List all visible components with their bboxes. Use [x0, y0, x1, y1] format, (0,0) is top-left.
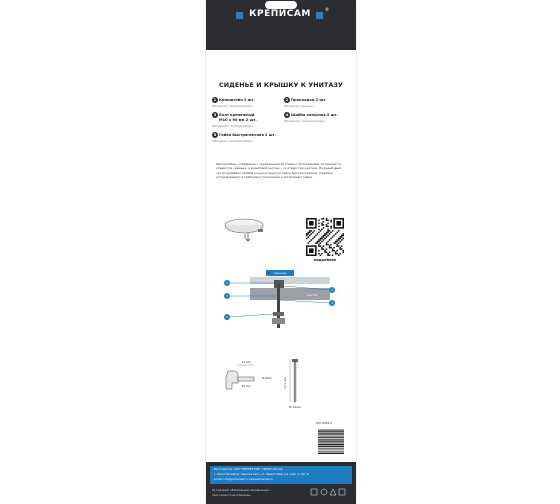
part-item-2: [284, 97, 354, 109]
part-name: Кронштейн 2 шт.: [219, 98, 256, 102]
part-number: 5: [213, 132, 217, 137]
part-item-5: [212, 132, 282, 144]
brand-logo: КРЕПИСАМ: [249, 9, 311, 19]
svg-text:5: 5: [226, 315, 228, 320]
description-text: Кронштейны, собранные с крепежными болтами и прокладками, вставляют в отверстия сиденья, а резьбовой частью — в отверстия унитаза. На резьбовые части надевают шайбы (конусом вниз) и гайки быстросъемные. Сиденье устанавливают в требуемое положение и затягивают гайки.: [216, 162, 341, 179]
part-name: Болт крепежный: [219, 113, 255, 117]
logo-square-left-icon: [236, 12, 243, 19]
svg-text:4: 4: [331, 301, 333, 306]
manufacturer-line-1: Изготовитель: ООО "ПАРТНЕР ПАК", 198320, Россия,: [214, 468, 284, 471]
seat-label: сиденье: [273, 271, 287, 275]
product-title: СИДЕНЬЕ И КРЫШКУ К УНИТАЗУ: [219, 82, 343, 89]
certification-icons: [310, 488, 350, 498]
bowl-label: унитаз: [306, 293, 318, 297]
hang-hole: [265, 1, 297, 9]
manufacturer-line-2: г. Санкт-Петербург, Красное Село, ул. Первого Мая, д.2, корп. 4, лит. Б: [214, 473, 309, 476]
part-item-1: [212, 97, 282, 109]
qr-label: подробнее: [313, 258, 337, 262]
part-material: Материал: полипропилен: [212, 104, 253, 108]
part-number: 2: [285, 97, 289, 102]
installation-diagram: [222, 270, 340, 338]
footer-band: [206, 462, 356, 504]
shelf-life-note: Срок годности не ограничен.: [212, 494, 251, 497]
part-name: Прокладка 2 шт.: [291, 98, 327, 102]
part-item-3: [212, 112, 282, 128]
svg-text:3: 3: [226, 294, 228, 299]
dim-e: Ø 10мм: [289, 405, 301, 409]
manufacturer-line-3: e-mail: info@partnerpak.ru www.partnerpak.ru: [214, 478, 273, 481]
product-card: [206, 0, 356, 504]
recycle-icon: [321, 489, 327, 495]
dim-d: 113 мм: [283, 377, 287, 389]
barcode: [314, 428, 348, 454]
part-name: Гайка быстрогаечная 2 шт.: [219, 133, 277, 137]
qr-code[interactable]: [306, 218, 344, 256]
part-number: 3: [213, 112, 217, 117]
part-material: Материал: полипропилен: [212, 123, 253, 128]
part-spec: М10 х 90 мм 2 шт.: [219, 118, 257, 122]
package-icon: [339, 489, 345, 495]
dimension-drawing: [224, 355, 324, 411]
part-material: Материал: полипропилен: [284, 119, 325, 123]
sku-code: КМ 0069 К: [316, 421, 333, 425]
eac-icon: [311, 489, 317, 495]
part-material: Материал: полипропилен: [212, 139, 253, 143]
header-band: [206, 0, 356, 50]
svg-text:2: 2: [331, 288, 333, 293]
part-name: Шайба конусная 2 шт.: [291, 113, 338, 117]
logo-square-right-icon: [316, 12, 323, 19]
part-number: 1: [213, 97, 217, 102]
part-number: 4: [285, 112, 289, 117]
dim-a: 13 мм: [241, 360, 251, 364]
seat-illustration: [218, 212, 278, 252]
dim-b: 10 мм: [241, 384, 251, 388]
dim-c: Ø 8мм: [262, 376, 272, 380]
registered-mark: ®: [325, 7, 329, 12]
triangle-icon: [330, 489, 336, 495]
svg-text:1: 1: [226, 281, 228, 286]
manufacturer-box: [210, 466, 352, 484]
part-item-4: [284, 112, 354, 124]
certification-note: Не подлежит обязательной сертификации.: [212, 489, 270, 492]
part-material: Материал: резина: [284, 104, 313, 108]
